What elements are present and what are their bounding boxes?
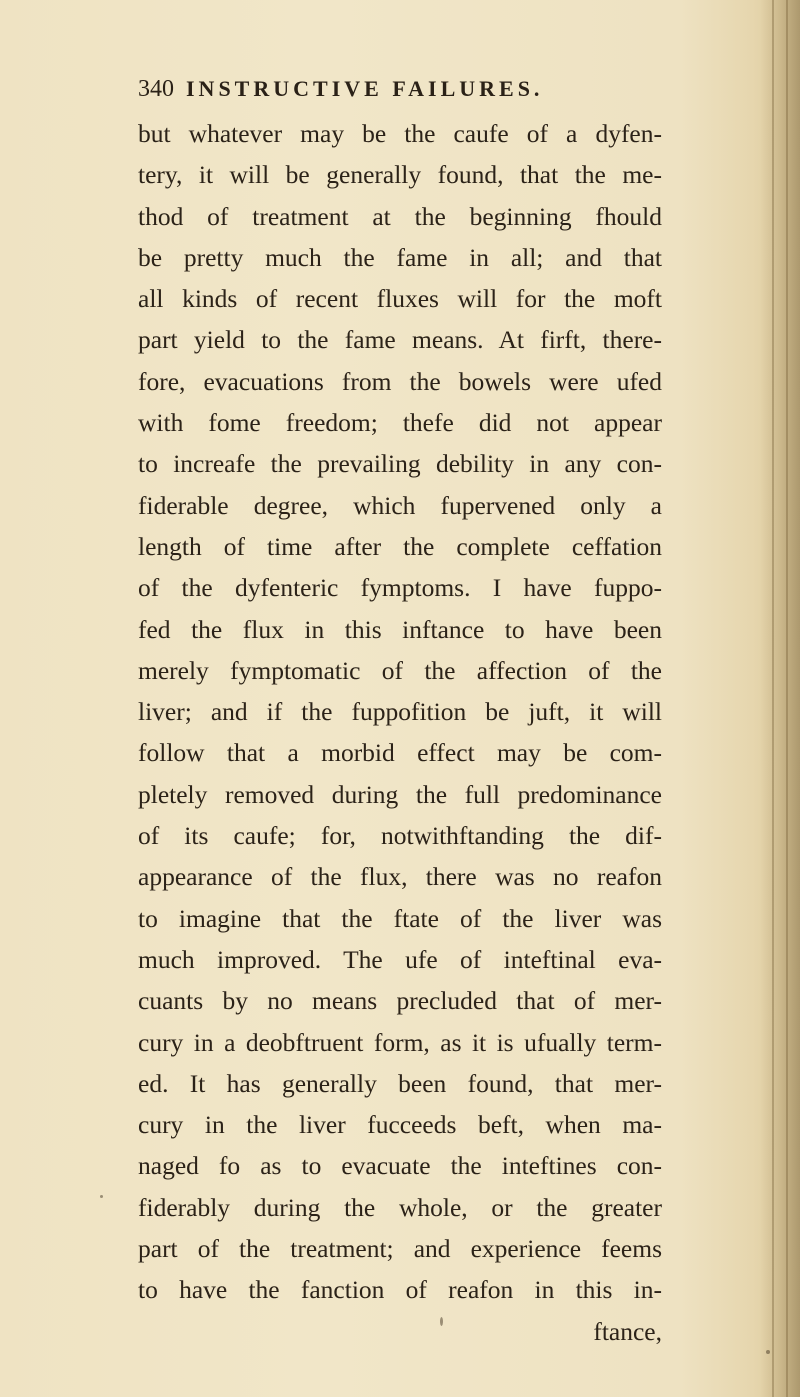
text-line: of the dyfenteric fymptoms. I have fuppo- xyxy=(138,573,662,603)
text-line: fed the flux in this inftance to have been xyxy=(138,614,662,644)
page-number: 340 xyxy=(138,76,174,102)
text-line: to have the fanction of reafon in this in- xyxy=(138,1275,662,1305)
paper-speck xyxy=(100,1195,103,1198)
text-line: pletely removed during the full predominance xyxy=(138,779,662,809)
body-text xyxy=(138,113,662,1352)
catchword: ftance, xyxy=(593,1316,662,1346)
text-line: fiderable degree, which fupervened only a xyxy=(138,490,662,520)
paper-speck xyxy=(440,1317,443,1326)
text-line: be pretty much the fame in all; and that xyxy=(138,242,662,272)
text-line: of its caufe; for, notwithftanding the dif- xyxy=(138,821,662,851)
page-edge-line xyxy=(772,0,774,1397)
page-edge-line xyxy=(786,0,788,1397)
paper-speck xyxy=(766,1350,770,1354)
text-line: merely fymptomatic of the affection of the xyxy=(138,655,662,685)
running-head xyxy=(138,76,658,106)
text-line: naged fo as to evacuate the inteftines con- xyxy=(138,1151,662,1181)
text-line: tery, it will be generally found, that the me- xyxy=(138,160,662,190)
text-line: all kinds of recent fluxes will for the moft xyxy=(138,284,662,314)
text-line: fore, evacuations from the bowels were ufed xyxy=(138,366,662,396)
text-line: ed. It has generally been found, that mer- xyxy=(138,1068,662,1098)
page-edge-shadow xyxy=(760,0,800,1397)
text-line: cuants by no means precluded that of mer- xyxy=(138,986,662,1016)
text-line: appearance of the flux, there was no reafon xyxy=(138,862,662,892)
text-line: part of the treatment; and experience feems xyxy=(138,1234,662,1264)
text-line: cury in the liver fucceeds beft, when ma- xyxy=(138,1110,662,1140)
text-line: much improved. The ufe of inteftinal eva- xyxy=(138,944,662,974)
text-line: to increafe the prevailing debility in any con- xyxy=(138,449,662,479)
text-line: fiderably during the whole, or the greater xyxy=(138,1192,662,1222)
text-line: part yield to the fame means. At firft, there- xyxy=(138,325,662,355)
text-line: but whatever may be the caufe of a dyfen- xyxy=(138,119,662,148)
running-title: INSTRUCTIVE FAILURES. xyxy=(186,76,544,101)
text-line: length of time after the complete ceffation xyxy=(138,531,662,561)
text-line: cury in a deobftruent form, as it is ufually term- xyxy=(138,1027,662,1057)
text-line: with fome freedom; thefe did not appear xyxy=(138,408,662,438)
text-line: thod of treatment at the beginning fhould xyxy=(138,201,662,231)
text-line: liver; and if the fuppofition be juft, it will xyxy=(138,697,662,727)
text-line: to imagine that the ftate of the liver was xyxy=(138,903,662,933)
text-line: follow that a morbid effect may be com- xyxy=(138,738,662,768)
